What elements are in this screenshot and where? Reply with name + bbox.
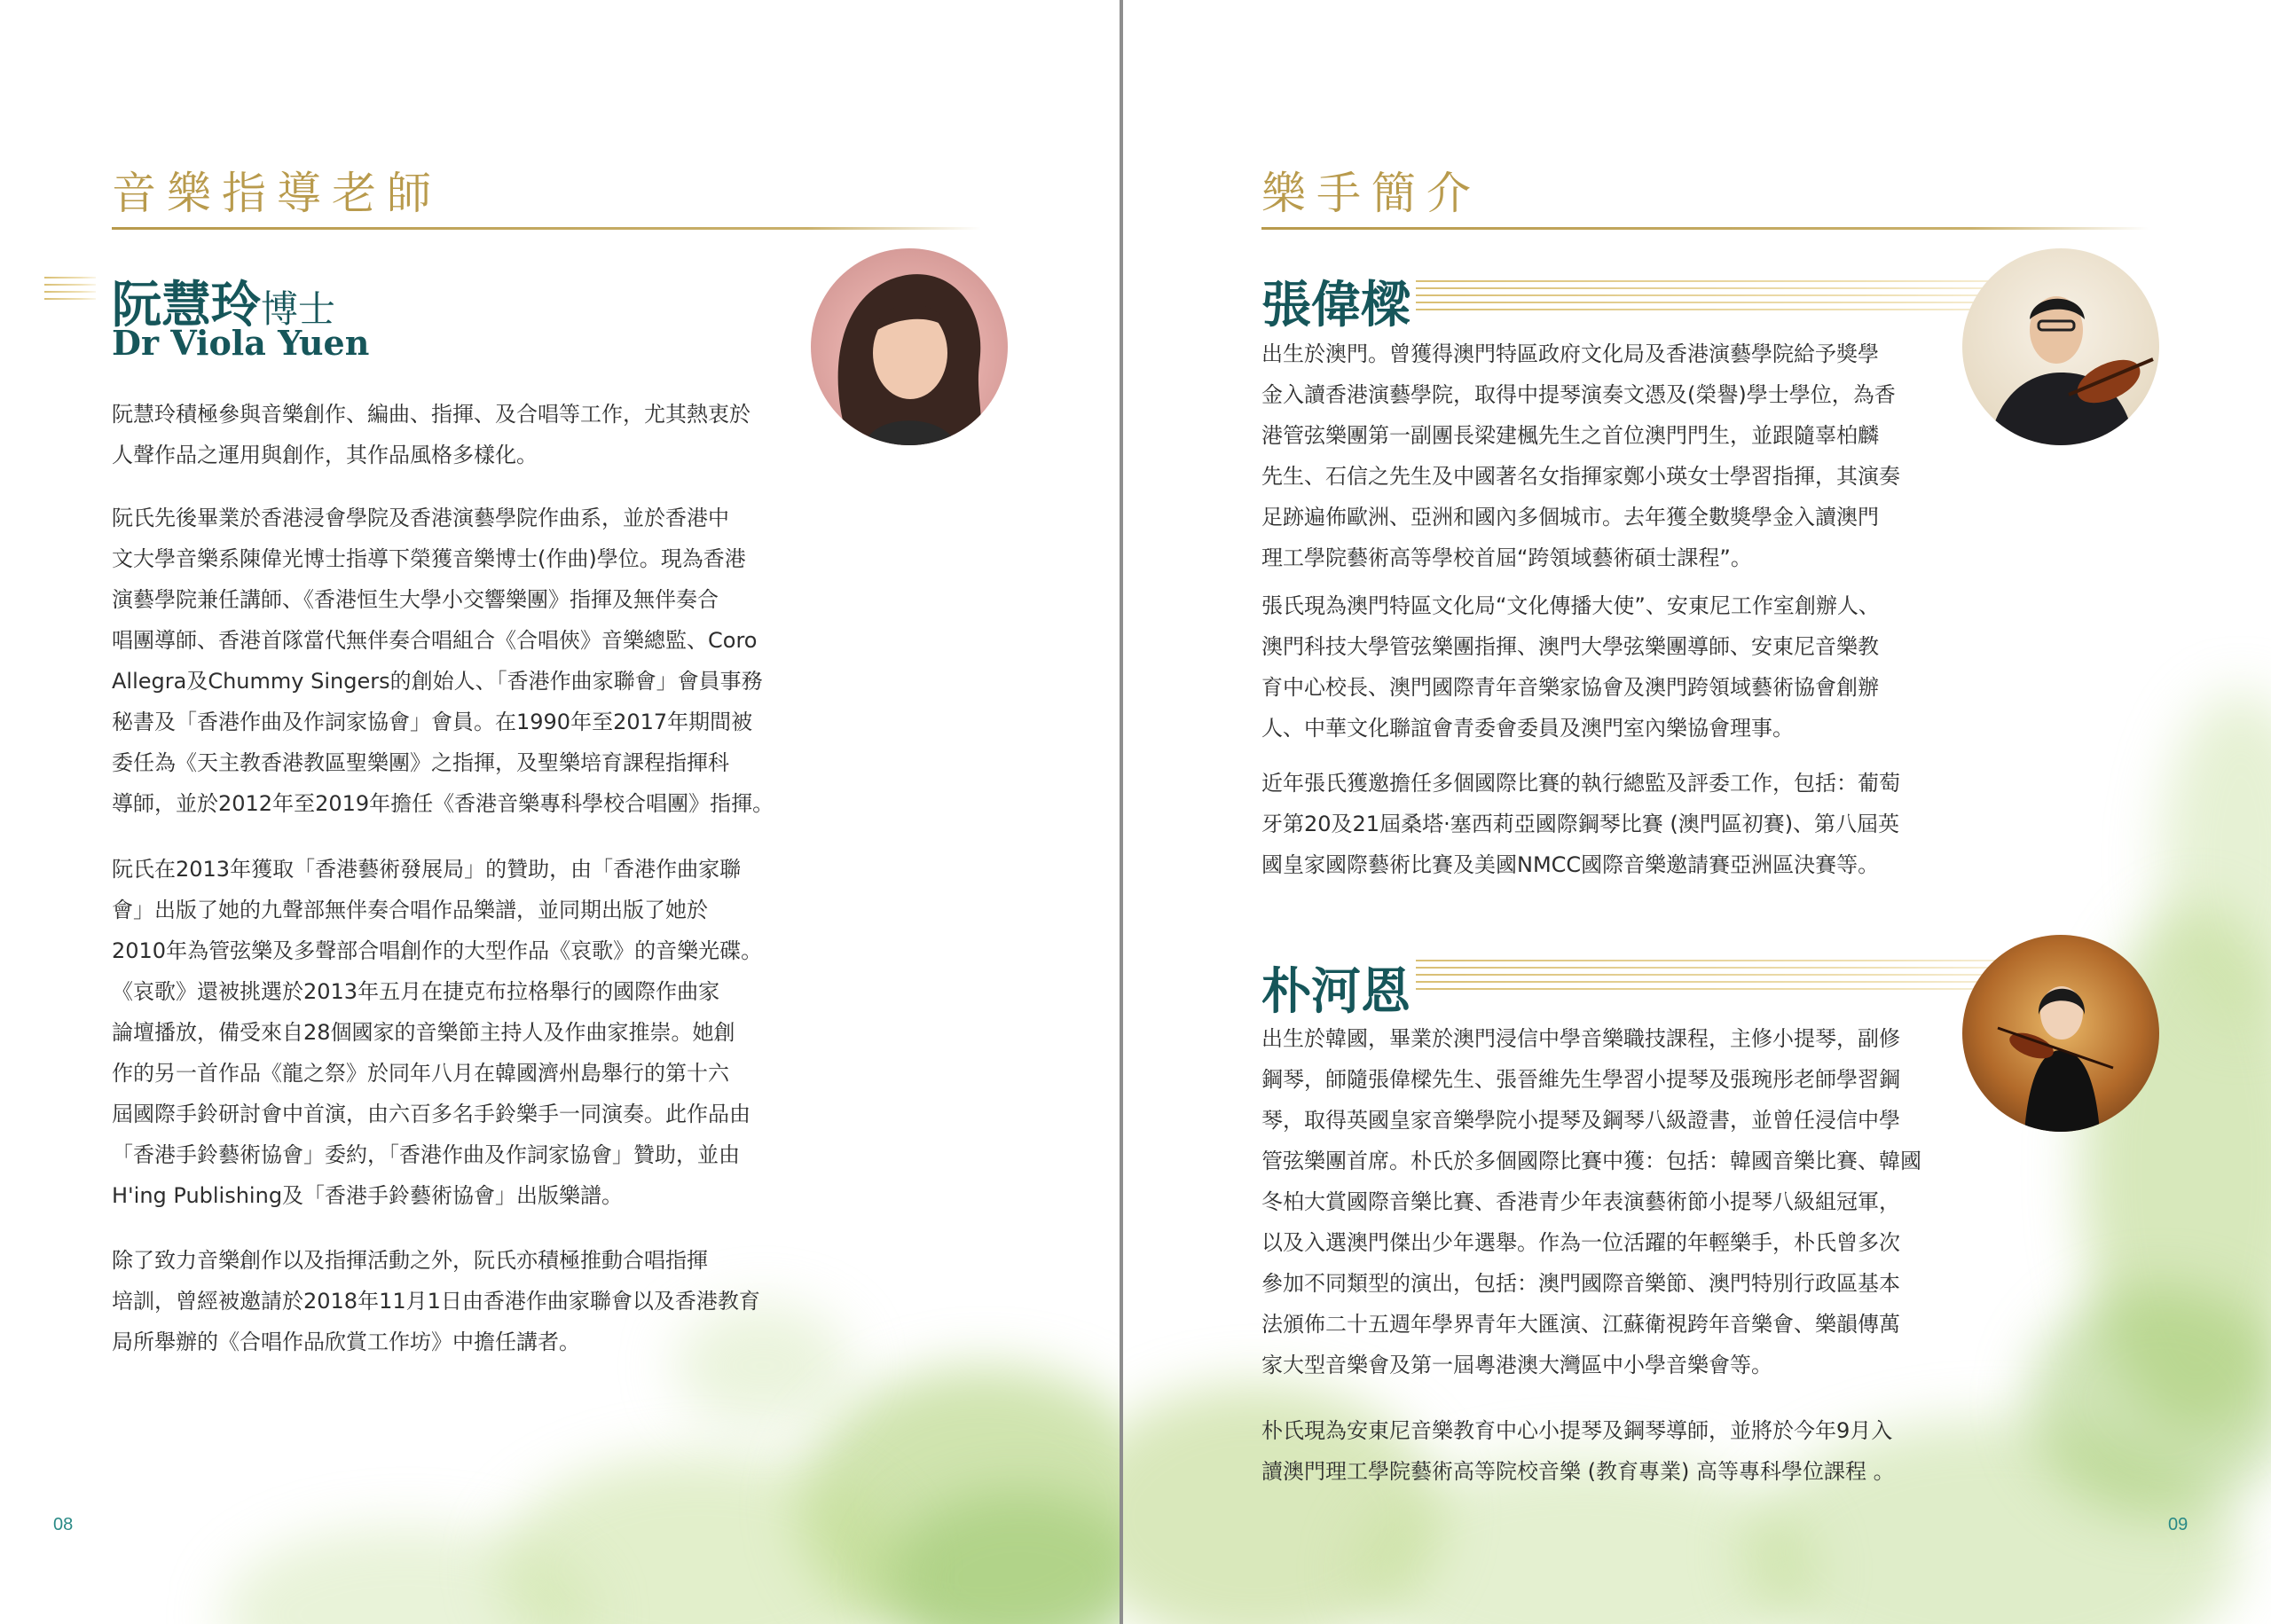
person-name-cn: 阮慧玲博士 [112,276,336,334]
portrait-viola-yuen [811,248,1008,445]
bio-paragraph: 阮慧玲積極參與音樂創作、編曲、指揮、及合唱等工作，尤其熱衷於 人聲作品之運用與創作，其作品風格多樣化。 [112,402,750,467]
person-title-cn: 博士 [261,287,336,331]
name-decoration-lines [44,277,96,305]
person-name-cn: 張偉樑 [1261,276,1411,334]
bio-paragraph: 除了致力音樂創作以及指揮活動之外，阮氏亦積極推動合唱指揮 培訓，曾經被邀請於2018年11月1日由香港作曲家聯會以及香港教育 局所舉辦的《合唱作品欣賞工作坊》中擔任講者。 [112,1248,760,1354]
left-page [0,0,1123,1624]
right-page [1123,0,2271,1624]
bio-paragraph: 出生於韓國，畢業於澳門浸信中學音樂職技課程，主修小提琴，副修 鋼琴，師隨張偉樑先生、張晉維先生學習小提琴及張琬彤老師學習鋼 琴，取得英國皇家音樂學院小提琴及鋼琴八級證書，並曾任浸信中學 管弦樂團首席。朴氏於多個國際比賽中獲：包括：韓國音樂比賽、韓國 冬柏大賞國際音樂比賽、香港青少年表演藝術節小提琴八級組冠軍， 以及入選澳門傑出少年選舉。作為一位活躍的年輕樂手，朴氏曾多次 參加不同類型的演出，包括：澳門國際音樂節、澳門特別行政區基本 法頒佈二十五週年學界青年大匯演、江蘇衛視跨年音樂會、樂韻傳萬 家大型音樂會及第一屆粵港澳大灣區中小學音樂會等。 [1261,1026,1921,1377]
title-divider [1261,227,2149,230]
page-number: 08 [53,1515,74,1534]
section-title: 音樂指導老師 [112,168,442,219]
bio-paragraph: 近年張氏獲邀擔任多個國際比賽的執行總監及評委工作，包括：葡萄 牙第20及21屆桑塔·塞西莉亞國際鋼琴比賽 (澳門區初賽)、第八屆英 國皇家國際藝術比賽及美國NMCC國際音樂邀請賽亞洲區決賽等。 [1261,771,1900,877]
page-number: 09 [2168,1515,2188,1534]
bio-paragraph: 出生於澳門。曾獲得澳門特區政府文化局及香港演藝學院給予獎學 金入讀香港演藝學院，取得中提琴演奏文憑及(榮譽)學士學位，為香 港管弦樂團第一副團長梁建楓先生之首位澳門門生，並跟隨辜柏麟 先生、石信之先生及中國著名女指揮家鄭小瑛女士學習指揮，其演奏 足跡遍佈歐洲、亞洲和國內多個城市。去年獲全數獎學金入讀澳門 理工學院藝術高等學校首屆“跨領域藝術碩士課程”。 [1261,341,1900,570]
bio-paragraph: 阮氏先後畢業於香港浸會學院及香港演藝學院作曲系，並於香港中 文大學音樂系陳偉光博士指導下榮獲音樂博士(作曲)學位。現為香港 演藝學院兼任講師、《香港恒生大學小交響樂團》指揮及無伴奏合 唱團導師、香港首隊當代無伴奏合唱組合《合唱俠》音樂總監、Coro Allegra及Chummy Singers的創始人、「香港作曲家聯會」會員事務 秘書及「香港作曲及作詞家協會」會員。在1990年至2017年期間被 委任為《天主教香港教區聖樂團》之指揮，及聖樂培育課程指揮科 導師，並於2012年至2019年擔任《香港音樂專科學校合唱團》指揮。 [112,506,774,816]
title-divider [112,227,981,230]
bio-paragraph: 張氏現為澳門特區文化局“文化傳播大使”、安東尼工作室創辦人、 澳門科技大學管弦樂團指揮、澳門大學弦樂團導師、安東尼音樂教 育中心校長、澳門國際青年音樂家協會及澳門跨領域藝術協會創辦 人、中華文化聯誼會青委會委員及澳門室內樂協會理事。 [1261,593,1880,741]
bio-paragraph: 朴氏現為安東尼音樂教育中心小提琴及鋼琴導師，並將於今年9月入 讀澳門理工學院藝術高等院校音樂 (教育專業) 高等專科學位課程 。 [1261,1418,1895,1484]
bio-paragraph: 阮氏在2013年獲取「香港藝術發展局」的贊助，由「香港作曲家聯 會」出版了她的九聲部無伴奏合唱作品樂譜，並同期出版了她於 2010年為管弦樂及多聲部合唱創作的大型作品《哀歌》的音樂光碟。 《哀歌》還被挑選於2013年五月在捷克布拉格舉行的國際作曲家 論壇播放，備受來自28個國家的音樂節主持人及作曲家推崇。她創 作的另一首作品《龍之祭》於同年八月在韓國濟州島舉行的第十六 屆國際手鈴研討會中首演，由六百多名手鈴樂手一同演奏。此作品由 「香港手鈴藝術協會」委約，「香港作曲及作詞家協會」贊助，並由 H'ing Publishing及「香港手鈴藝術協會」出版樂譜。 [112,857,763,1208]
person-name-cn: 朴河恩 [1261,962,1411,1021]
person-name-en: Dr Viola Yuen [112,323,370,363]
section-title: 樂手簡介 [1261,168,1481,219]
